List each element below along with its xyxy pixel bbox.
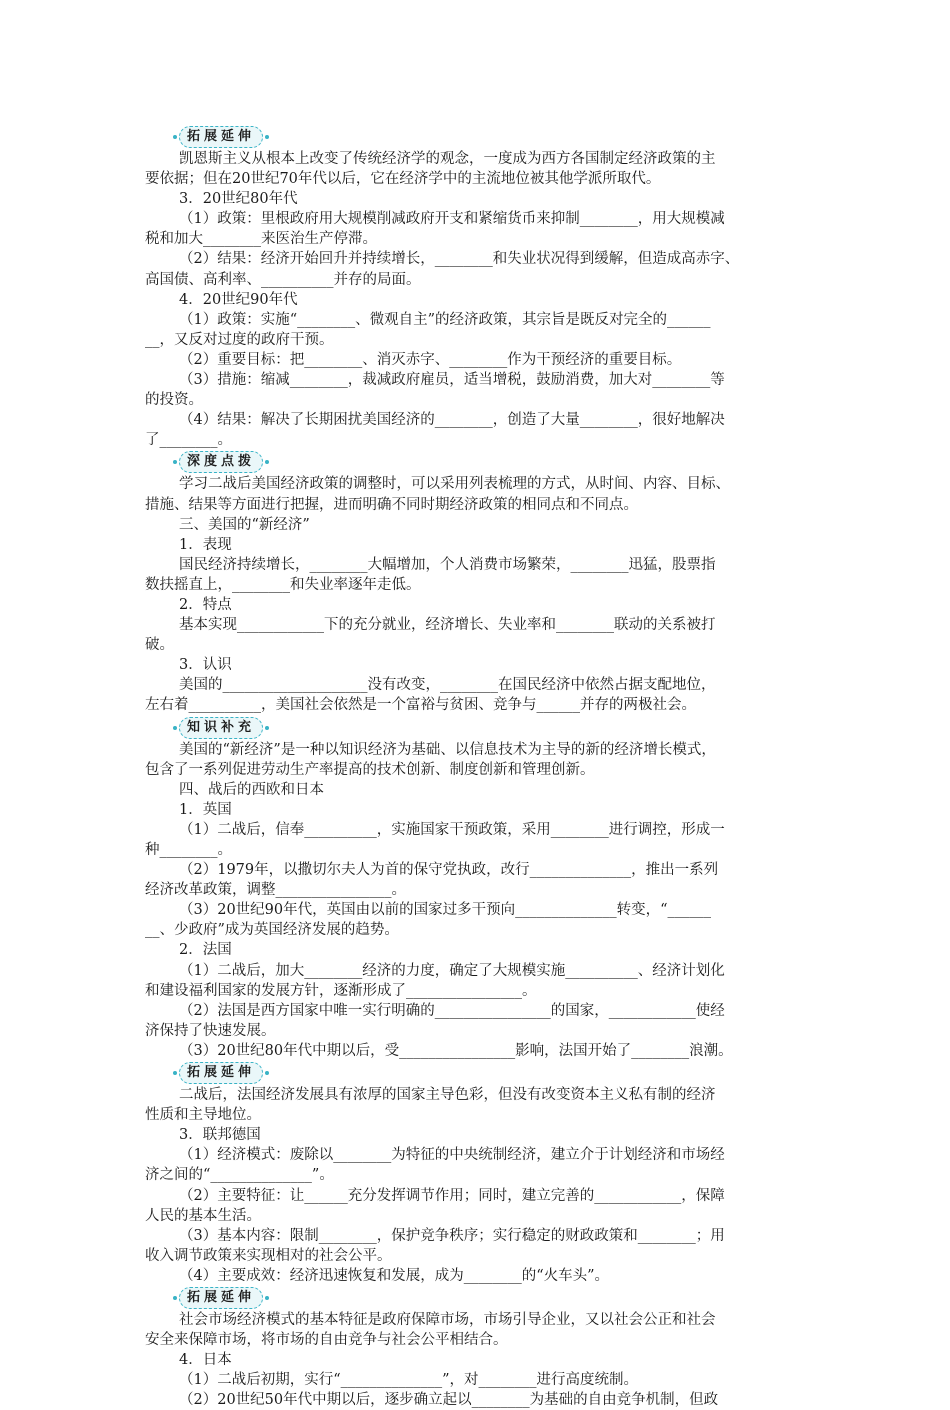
text-line: （2）主要特征：让______充分发挥调节作用；同时，建立完善的____________，保障 <box>179 1187 725 1204</box>
text-line: 种________。 <box>145 842 232 858</box>
section-badge-supplement: 知识补充 <box>179 717 263 739</box>
text-line: 左右着__________，美国社会依然是一个富裕与贫困、竞争与______并存的两极社会。 <box>145 697 696 714</box>
text-line: 收入调节政策来实现相对的社会公平。 <box>145 1247 392 1264</box>
text-line: __、少政府”成为英国经济发展的趋势。 <box>145 922 399 939</box>
text-line: （2）法国是西方国家中唯一实行明确的________________的国家，____________使经 <box>179 1002 725 1019</box>
text-line: （1）二战后，信奉__________，实施国家干预政策，采用________进行调控，形成一 <box>179 821 725 838</box>
text-line: 2．特点 <box>179 596 232 613</box>
text-line: 1．英国 <box>179 801 232 818</box>
text-line: 社会市场经济模式的基本特征是政府保障市场，市场引导企业，又以社会公正和社会 <box>179 1311 716 1328</box>
text-line: 要依据；但在20世纪70年代以后，它在经济学中的主流地位被其他学派所取代。 <box>145 171 661 188</box>
text-line: 美国的“新经济”是一种以知识经济为基础、以信息技术为主导的新的经济增长模式， <box>179 741 716 758</box>
text-line: （4）结果：解决了长期困扰美国经济的________，创造了大量________，很好地解决 <box>179 412 725 429</box>
section-heading: 三、美国的“新经济” <box>179 516 310 533</box>
text-line: 和建设福利国家的发展方针，逐渐形成了________________。 <box>145 982 537 999</box>
text-line: 性质和主导地位。 <box>145 1107 261 1124</box>
text-line: 2．法国 <box>179 942 232 959</box>
text-line: 3．20世纪80年代 <box>179 191 298 208</box>
text-line: （2）重要目标：把________、消灭赤字、________作为干预经济的重要目标。 <box>179 351 682 368</box>
text-line: 经济改革政策，调整________________。 <box>145 882 406 899</box>
text-line: 安全来保障市场，将市场的自由竞争与社会公平相结合。 <box>145 1332 508 1349</box>
text-line: 税和加大________来医治生产停滞。 <box>145 231 377 248</box>
text-line: __，又反对过度的政府干预。 <box>145 331 334 348</box>
text-line: 济之间的“______________”。 <box>145 1167 334 1184</box>
text-line: 学习二战后美国经济政策的调整时，可以采用列表梳理的方式，从时间、内容、目标、 <box>179 476 730 493</box>
text-line: 4．20世纪90年代 <box>179 291 298 308</box>
text-line: 国民经济持续增长，________大幅增加，个人消费市场繁荣，________迅猛，股票指 <box>179 556 716 573</box>
text-line: 措施、结果等方面进行把握，进而明确不同时期经济政策的相同点和不同点。 <box>145 496 638 513</box>
text-line: 高国债、高利率、__________并存的局面。 <box>145 271 421 288</box>
text-line: （1）政策：里根政府用大规模削减政府开支和紧缩货币来抑制________，用大规模减 <box>179 211 725 228</box>
text-line: 济保持了快速发展。 <box>145 1022 276 1039</box>
text-line: （1）经济模式：废除以________为特征的中央统制经济，建立介于计划经济和市场经 <box>179 1147 725 1164</box>
section-badge-extension: 拓展延伸 <box>179 126 263 148</box>
text-line: 3．联邦德国 <box>179 1127 261 1144</box>
section-badge-deep-tip: 深度点拨 <box>179 451 263 473</box>
text-line: （3）措施：缩减________，裁减政府雇员，适当增税，鼓励消费，加大对________等 <box>179 372 725 389</box>
text-line: 美国的____________________没有改变，________在国民经济中依然占据支配地位， <box>179 677 716 694</box>
text-line: （2）20世纪50年代中期以后，逐步确立起以________为基础的自由竞争机制，但政 <box>179 1392 719 1409</box>
text-line: 凯恩斯主义从根本上改变了传统经济学的观念，一度成为西方各国制定经济政策的主 <box>179 151 716 167</box>
section-badge-extension: 拓展延伸 <box>179 1287 263 1309</box>
text-line: 1．表现 <box>179 536 232 553</box>
text-line: 了________。 <box>145 432 232 449</box>
text-line: 包含了一系列促进劳动生产率提高的技术创新、制度创新和管理创新。 <box>145 761 595 778</box>
text-line: （2）结果：经济开始回升并持续增长，________和失业状况得到缓解，但造成高赤字、 <box>179 251 740 268</box>
text-line: （1）二战后初期，实行“______________”，对________进行高度统制。 <box>179 1372 639 1389</box>
text-line: （2）1979年，以撒切尔夫人为首的保守党执政，改行______________，推出一系列 <box>179 862 719 879</box>
text-line: 基本实现____________下的充分就业，经济增长、失业率和________联动的关系被打 <box>179 617 716 634</box>
text-line: 破。 <box>145 637 174 654</box>
text-line: （3）20世纪90年代，英国由以前的国家过多干预向______________转变，“______ <box>179 902 712 919</box>
text-column <box>145 125 810 1410</box>
text-line: （3）基本内容：限制________，保护竞争秩序；实行稳定的财政政策和________；用 <box>179 1227 725 1244</box>
text-line: （3）20世纪80年代中期以后，受________________影响，法国开始了________浪潮。 <box>179 1042 733 1059</box>
text-line: （1）二战后，加大________经济的力度，确定了大规模实施__________、经济计划化 <box>179 962 725 979</box>
text-line: 3．认识 <box>179 657 232 674</box>
section-badge-extension: 拓展延伸 <box>179 1062 263 1084</box>
text-line: （1）政策：实施“________、微观自主”的经济政策，其宗旨是既反对完全的______ <box>179 311 711 328</box>
text-line: 二战后，法国经济发展具有浓厚的国家主导色彩，但没有改变资本主义私有制的经济 <box>179 1087 716 1104</box>
text-line: （4）主要成效：经济迅速恢复和发展，成为________的“火车头”。 <box>179 1267 610 1284</box>
text-line: 人民的基本生活。 <box>145 1207 261 1224</box>
section-heading: 四、战后的西欧和日本 <box>179 781 324 798</box>
text-line: 的投资。 <box>145 392 203 409</box>
text-line: 数扶摇直上，________和失业率逐年走低。 <box>145 576 421 593</box>
text-line: 4．日本 <box>179 1352 232 1369</box>
